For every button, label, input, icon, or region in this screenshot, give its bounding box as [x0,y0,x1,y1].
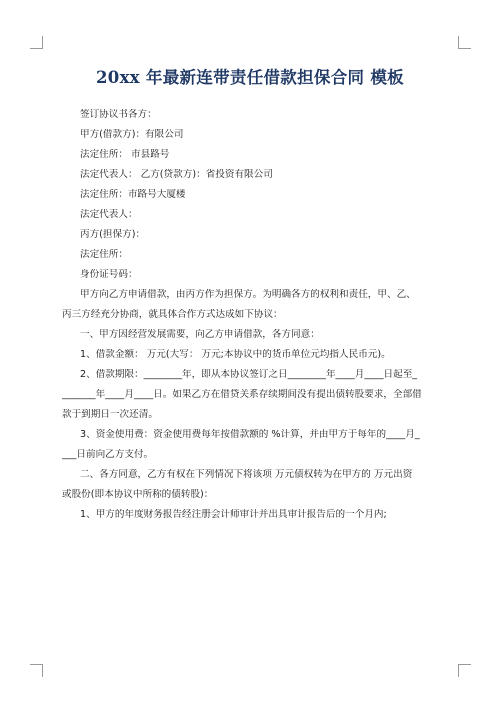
party-c-address: 法定住所： [80,249,128,260]
clause-1-term-line-1: 2、借款期限：________年，即从本协议签订之日________年____月____日起至_ [80,369,418,380]
crop-mark-top-right [458,36,471,49]
clause-2-item-1: 1、甲方的年度财务报告经注册会计师审计并出具审计报告后的一个月内; [80,509,387,520]
crop-mark-bottom-right [458,664,471,677]
party-a-name: 甲方(借款方)：有限公司 [80,129,184,140]
clause-1-term-line-3: 款于到期日一次还清。 [62,409,158,420]
clause-1-fee-line-2: ___日前向乙方支付。 [62,449,154,460]
document-body [62,109,444,521]
crop-mark-top-left [30,36,43,49]
party-a-representative: 法定代表人： 乙方(贷款方)：省投资有限公司 [80,169,273,180]
clause-2-heading-line-1: 二、各方同意，乙方有权在下列情况下将该项 万元债权转为在甲方的 万元出资 [80,469,413,480]
clause-1-fee-line-1: 3、资金使用费：资金使用费每年按借款额的 %计算，并由甲方于每年的____月_ [80,429,420,440]
preamble-line-2: 丙三方经充分协商，就具体合作方式达成如下协议： [62,309,283,320]
clause-1-term-line-2: _______年____月____日。如果乙方在借贷关系存续期间没有提出债转股要求，全部借 [62,389,422,400]
party-c-id-number: 身份证号码： [80,269,138,280]
clause-2-heading-line-2: 或股份(即本协议中所称的债转股)： [62,489,214,500]
party-b-address: 法定住所：市路号大厦楼 [80,189,186,200]
clause-1-amount: 1、借款金额： 万元(大写： 万元;本协议中的货币单位元均指人民币元)。 [80,349,391,360]
party-a-address: 法定住所： 市县路号 [80,149,170,160]
party-b-representative: 法定代表人： [80,209,138,220]
parties-heading: 签订协议书各方： [80,109,157,120]
document-title: 20xx 年最新连带责任借款担保合同 模板 [96,68,404,87]
clause-1-heading: 一、甲方因经营发展需要，向乙方申请借款，各方同意： [80,329,320,340]
crop-mark-bottom-left [30,664,43,677]
preamble-line-1: 甲方向乙方申请借款，由丙方作为担保方。为明确各方的权利和责任，甲、乙、 [80,289,416,300]
party-c-name: 丙方(担保方)： [80,229,146,240]
